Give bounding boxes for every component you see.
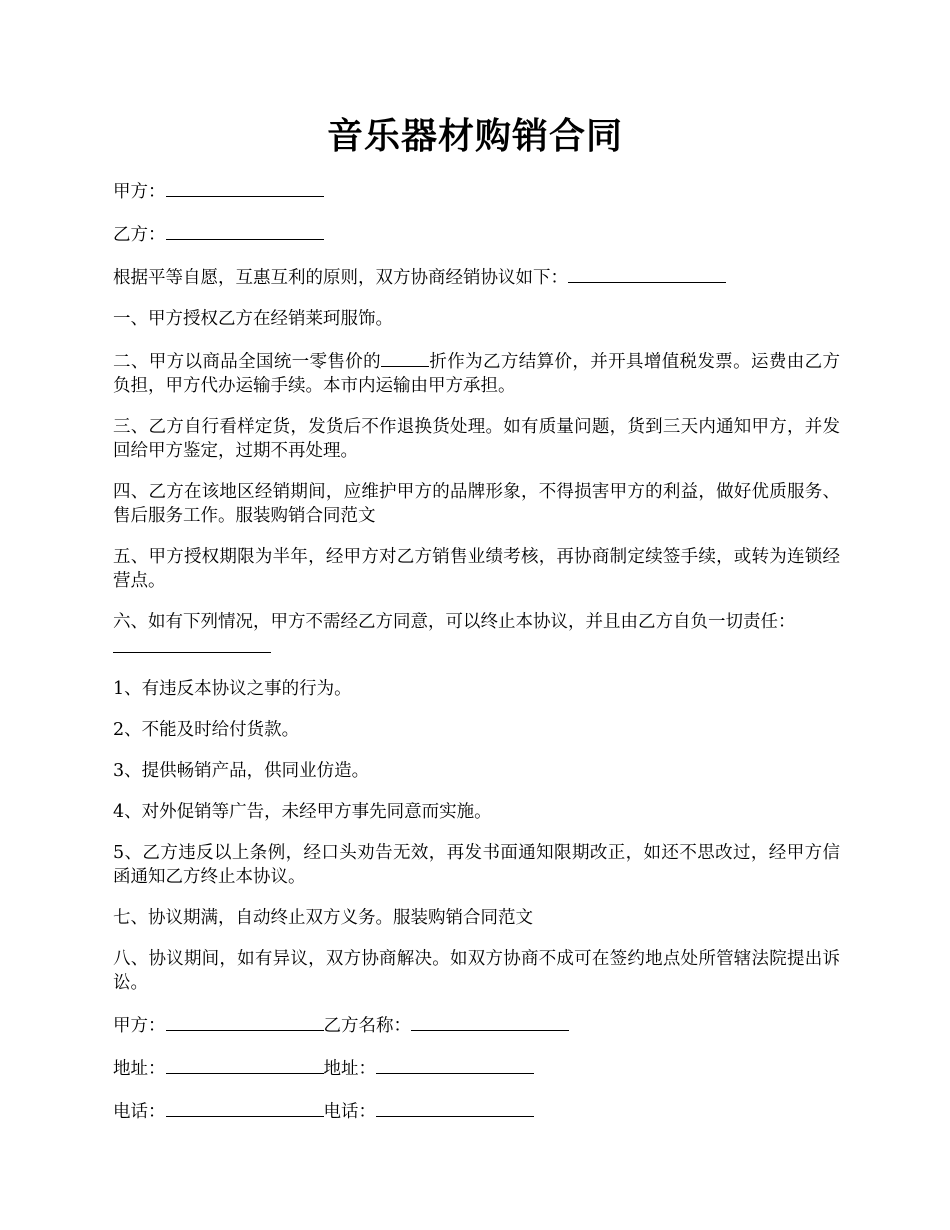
document-body <box>113 178 840 1141</box>
item-5: 5、乙方违反以上条例，经口头劝告无效，再发书面通知限期改正，如还不思改过，经甲方信函通知乙方终止本协议。 <box>113 843 840 887</box>
clause-7: 七、协议期满，自动终止双方义务。服装购销合同范文 <box>113 908 533 928</box>
address-a-blank <box>166 1055 324 1074</box>
party-b-label: 乙方： <box>113 225 166 245</box>
intro-text: 根据平等自愿，互惠互利的原则，双方协商经销协议如下： <box>113 268 568 288</box>
sign-party-b-name-blank <box>411 1012 569 1031</box>
address-b-blank <box>376 1055 534 1074</box>
phone-label-a: 电话： <box>113 1102 166 1122</box>
clause-2 <box>113 348 840 398</box>
clause-2-text-end: 折作为乙方结算价，并开具增值税发票。运费由乙方负担，甲方代办运输手续。本市内运输由甲方承担。 <box>113 352 841 396</box>
clause-4: 四、乙方在该地区经销期间，应维护甲方的品牌形象，不得损害甲方的利益，做好优质服务、售后服务工作。服装购销合同范文 <box>113 482 840 526</box>
item-3: 3、提供畅销产品，供同业仿造。 <box>113 761 370 781</box>
clause-6-blank <box>113 634 271 653</box>
sign-party-b-name-label: 乙方名称： <box>323 1016 411 1036</box>
clause-8: 八、协议期间，如有异议，双方协商解决。如双方协商不成可在签约地点处所管辖法院提出诉讼。 <box>113 949 840 993</box>
party-b-blank <box>166 221 324 240</box>
clause-6-text: 六、如有下列情况，甲方不需经乙方同意，可以终止本协议，并且由乙方自负一切责任： <box>113 612 796 632</box>
item-2: 2、不能及时给付货款。 <box>113 720 300 740</box>
party-a-blank <box>166 178 324 197</box>
item-1: 1、有违反本协议之事的行为。 <box>113 679 352 699</box>
sign-party-a-label: 甲方： <box>113 1016 166 1036</box>
party-a-label: 甲方： <box>113 182 166 202</box>
intro-paragraph <box>113 264 840 290</box>
clause-6 <box>113 610 840 660</box>
party-b-line <box>113 221 840 247</box>
intro-blank <box>568 264 726 283</box>
signature-party-line <box>113 1012 840 1038</box>
phone-label-b: 电话： <box>323 1102 376 1122</box>
phone-b-blank <box>376 1098 534 1117</box>
phone-line <box>113 1098 840 1124</box>
address-line <box>113 1055 840 1081</box>
discount-blank <box>381 348 429 367</box>
clause-5: 五、甲方授权期限为半年，经甲方对乙方销售业绩考核，再协商制定续签手续，或转为连锁经营点。 <box>113 547 840 591</box>
address-label-a: 地址： <box>113 1059 166 1079</box>
document-title: 音乐器材购销合同 <box>326 115 623 157</box>
party-a-line <box>113 178 840 204</box>
clause-2-text-start: 二、甲方以商品全国统一零售价的 <box>113 352 382 372</box>
phone-a-blank <box>166 1098 324 1117</box>
clause-3: 三、乙方自行看样定货，发货后不作退换货处理。如有质量问题，货到三天内通知甲方，并发回给甲方鉴定，过期不再处理。 <box>113 417 840 461</box>
item-4: 4、对外促销等广告，未经甲方事先同意而实施。 <box>113 802 492 822</box>
clause-1: 一、甲方授权乙方在经销莱珂服饰。 <box>113 309 393 329</box>
address-label-b: 地址： <box>323 1059 376 1079</box>
sign-party-a-blank <box>166 1012 324 1031</box>
